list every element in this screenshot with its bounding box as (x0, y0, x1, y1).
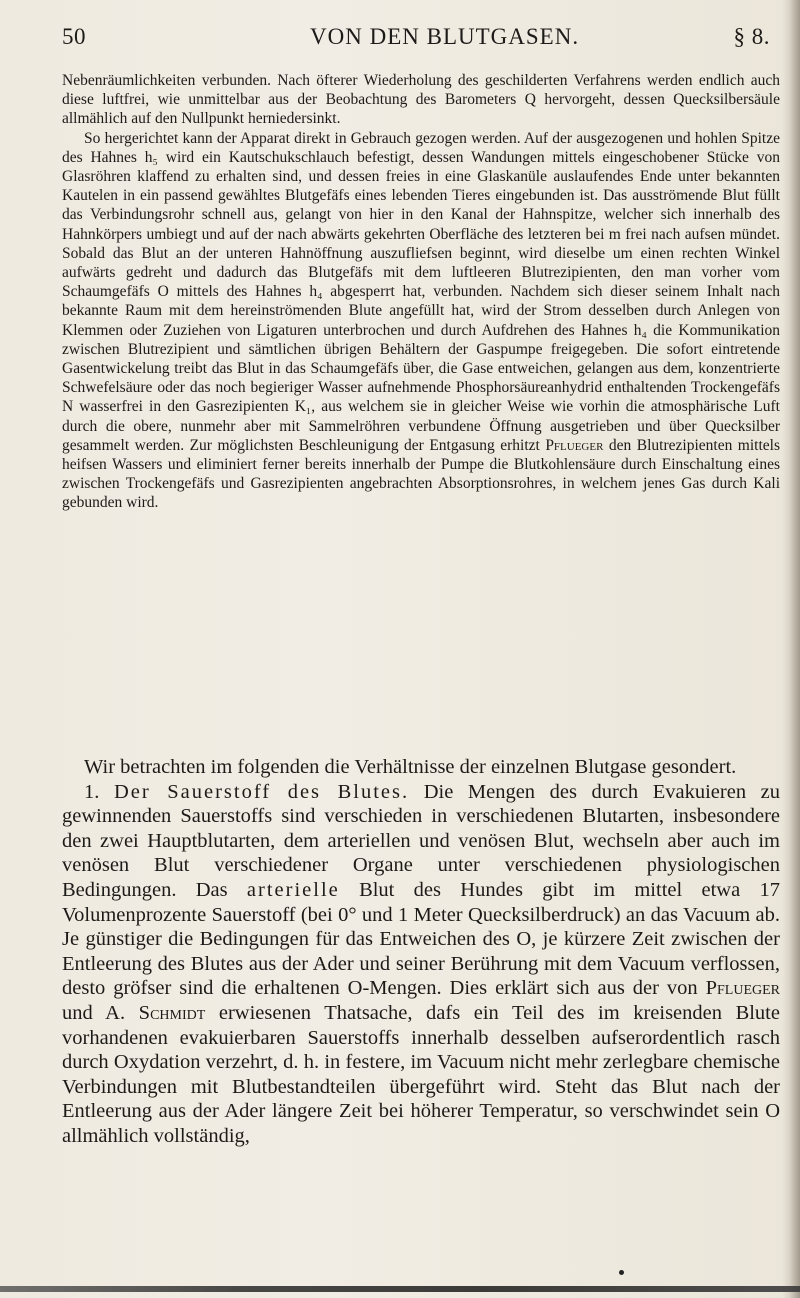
page-number: 50 (62, 24, 86, 49)
paragraph-text: erwiesenen Thatsache, dafs ein Teil des im kreisenden Blute vorhandenen evakuierbaren Sauerstoffs innerhalb desselben aufserordentlich rasch durch Oxydation verzehrt, d. h. in festere, im Vacuum nicht mehr zerlegbare chemische Verbindungen mit Blutbestandteilen übergeführt wird. Steht das Blut nach der Entleerung aus der Ader längere Zeit bei höherer Temperatur, so verschwindet sein O allmählich vollständig, (62, 1001, 780, 1147)
paragraph-text: So hergerichtet kann der Apparat direkt in Gebrauch gezogen werden. Auf der ausgezogenen und hohlen Spitze des Hahnes h₅ wird ein Kautschukschlauch befestigt, dessen Wandungen mittels eingeschobener Stücke von Glasröhren klaffend zu erhalten sind, und dessen freies in eine Glaskanüle auslaufendes Ende unter bekannten Kautelen in ein passend gewähltes Blutgefäfs eines lebenden Tieres eingebunden ist. Das ausströmende Blut füllt das Verbindungsrohr schnell aus, gelangt von hier in den Kanal der Hahnspitze, welcher sich innerhalb des Hahnkörpers umbiegt und auf der nach abwärts gekehrten Oberfläche des letzteren bei m frei nach aufsen mündet. Sobald das Blut an der unteren Hahnöffnung auszufliefsen beginnt, wird dieselbe um einen rechten Winkel aufwärts gedreht und dadurch das Blutgefäfs mit dem luftleeren Blutrezipienten, den man vorher vom Schaumgefäfs O mittels des Hahnes h₄ abgesperrt hat, verbunden. Nachdem sich dieser seinem Inhalt nach bekannte Raum mit dem hereinströmenden Blute angefüllt hat, wird der Strom desselben durch Anlegen von Klemmen oder Zuziehen von Ligaturen unterbrochen und durch Aufdrehen des Hahnes h₄ die Kommunikation zwischen Blutrezipient und sämtlichen übrigen Behältern der Gaspumpe freigegeben. Die sofort eintretende Gasentwickelung treibt das Blut in das Schaumgefäfs über, die Gase entweichen, gelangen aus dem, konzentrierte Schwefelsäure oder das noch begieriger Wasser aufnehmende Phosphorsäureanhydrid enthaltenden Trockengefäfs N wasserfrei in den Gasrezipienten K₁, aus welchem sie in gleicher Weise wie vorhin die atmosphärische Luft durch die obere, nunmehr aber mit Sammelröhren verbundene Öffnung ausgetrieben und über Quecksilber gesammelt werden. Zur möglichsten Beschleunigung der Entgasung erhitzt (62, 129, 780, 454)
page-edge-shadow (782, 0, 800, 1298)
ink-dot (619, 1270, 624, 1275)
author-name: Pflueger (705, 977, 780, 1000)
bottom-scan-edge (0, 1286, 800, 1292)
section-heading: Der Sauerstoff des Blutes. (113, 780, 410, 803)
paragraph-oxygen (62, 780, 780, 1149)
paragraph-continuation: Nebenräumlichkeiten verbunden. Nach öfterer Wiederholung des geschilderten Verfahrens werden endlich auch diese luftfrei, wie unmittelbar aus der Beobachtung des Barometers Q hervorgeht, dessen Quecksilbersäule allmählich auf den Nullpunkt herniedersinkt. (62, 72, 780, 128)
author-name: Pflueger (545, 436, 604, 454)
paragraph-text-tail: den Blutrezipienten mittels heifsen Wassers und eliminiert ferner bereits innerhalb der Pumpe die Blutkohlensäure durch Einschaltung eines zwischen Trockengefäfs und Gasrezipienten angebrachten Absorptionsrohres, in welchem jenes Gas durch Kali gebunden wird. (62, 436, 780, 512)
running-header (62, 24, 780, 64)
emphasized-term: arterielle (246, 878, 340, 901)
paragraph-text: Blut des Hundes gibt im mittel etwa 17 Volumenprozente Sauerstoff (bei 0° und 1 Meter Quecksilberdruck) an das Vacuum ab. Je günstiger die Bedingungen für das Entweichen des O, je kürzere Zeit zwischen der Entleerung des Blutes aus der Ader und seiner Berührung mit dem Vacuum verflossen, desto gröfser sind die erhaltenen O-Mengen. Dies erklärt sich aus der von (62, 878, 780, 1000)
paragraph-text: Die Mengen des durch Evakuieren zu gewinnenden Sauerstoffs sind verschieden in verschiedenen Blutarten, insbesondere den zwei Hauptblutarten, dem arteriellen und venösen Blut, wechseln aber auch im venösen Blut verschiedener Organe unter verschiedenen physiologischen Bedingungen. Das (62, 780, 781, 901)
paragraph-text: und A. (62, 1001, 139, 1024)
item-number: 1. (84, 780, 100, 803)
paragraph-intro: Wir betrachten im folgenden die Verhältnisse der einzelnen Blutgase gesondert. (84, 756, 737, 778)
paragraph-apparatus-usage (62, 129, 780, 513)
author-name: Schmidt (138, 1001, 206, 1024)
section-marker: § 8. (733, 24, 770, 49)
running-title: VON DEN BLUTGASEN. (310, 24, 580, 49)
main-text-block (62, 755, 780, 1149)
small-print-block (62, 71, 780, 513)
